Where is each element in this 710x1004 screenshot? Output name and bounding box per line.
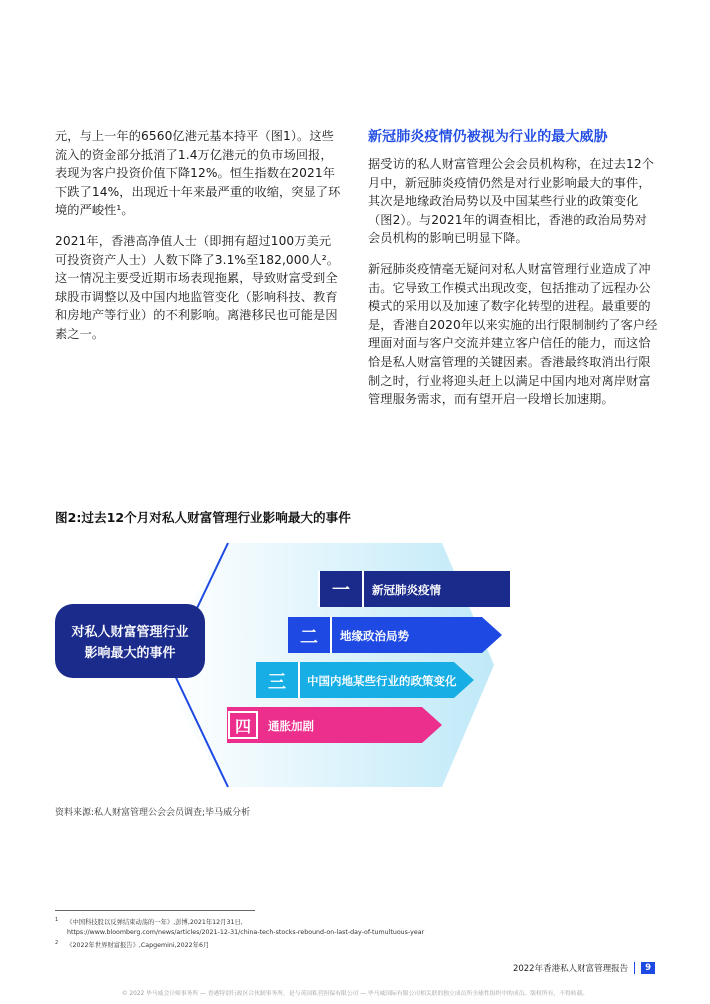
report-title: 2022年香港私人财富管理报告: [512, 964, 629, 974]
center-label-line1: 对私人财富管理行业: [71, 625, 189, 640]
event-arrow-4: [227, 707, 442, 743]
event-rank-2: 二: [300, 627, 318, 648]
figure-source: 资料来源:私人财富管理公会会员调查;毕马威分析: [55, 808, 251, 818]
event-rank-1: 一: [332, 580, 350, 601]
right-column: [368, 127, 658, 421]
impact-diagram: [50, 535, 510, 795]
body-paragraph: 新冠肺炎疫情毫无疑问对私人财富管理行业造成了冲击。它导致工作模式出现改变，包括推动了远程办公模式的采用以及加速了数字化转型的进程。最重要的是，香港自2020年以来实施的出行限制制约了客户经理面对面与客户交流并建立客户信任的能力，而这恰恰是私人财富管理的关键因素。香港最终取消出行限制之时，行业将迎头赶上以满足中国内地对离岸财富管理服务需求，而有望开启一段增长加速期。: [368, 261, 658, 407]
footnote-number: 2: [55, 940, 59, 947]
figure-title: 图2:过去12个月对私人财富管理行业影响最大的事件: [55, 510, 351, 525]
footnote-divider: [55, 910, 255, 911]
body-paragraph: 元，与上一年的6560亿港元基本持平（图1）。这些流入的资金部分抵消了1.4万亿港元的负市场回报，表现为客户投资价值下降12%。恒生指数在2021年下跌了14%，出现近十年来最严重的收缩，突显了环境的严峻性¹。: [55, 129, 341, 218]
footnote-link[interactable]: https://www.bloomberg.com/news/articles/2021-12-31/china-tech-stocks-rebound-on-last-day-of-tumultuous-year: [67, 928, 425, 936]
page-number: 9: [641, 962, 655, 974]
left-column: [55, 127, 342, 356]
footnote-text: 《2022年世界财富报告》,Capgemini,2022年6月: [66, 942, 210, 950]
footnote: [55, 939, 655, 951]
footnote-text: 《中国科技股以反弹结束动荡的一年》,彭博,2021年12月31日,: [66, 919, 243, 927]
event-label-3: 中国内地某些行业的政策变化: [307, 674, 457, 688]
footnote: [55, 916, 655, 937]
center-box: [55, 604, 205, 678]
event-arrow-3: [256, 662, 474, 698]
body-paragraph: 据受访的私人财富管理公会会员机构称，在过去12个月中，新冠肺炎疫情仍然是对行业影响最大的事件，其次是地缘政治局势以及中国某些行业的政策变化（图2）。与2021年的调查相比，香港的政治局势对会员机构的影响已明显下降。: [368, 157, 655, 246]
section-heading: 新冠肺炎疫情仍被视为行业的最大威胁: [368, 129, 608, 145]
event-arrow-1: [318, 571, 510, 607]
event-label-4: 通胀加剧: [268, 719, 314, 733]
page-footer: [513, 962, 655, 974]
footnote-number: 1: [55, 917, 59, 923]
event-label-1: 新冠肺炎疫情: [372, 583, 441, 597]
event-arrow-2: [288, 617, 502, 653]
footnotes: [55, 916, 655, 953]
footer-separator: [634, 962, 635, 974]
event-label-2: 地缘政治局势: [340, 629, 409, 643]
event-rank-3: 三: [268, 672, 286, 693]
copyright-notice: © 2022 毕马威会计师事务所 — 香港特别行政区合伙制事务所，是与英国私营担保有限公司 — 毕马威国际有限公司相关联的独立成员所全球性组织中的成员。版权所有，不得转载。: [121, 991, 589, 997]
body-paragraph: 2021年，香港高净值人士（即拥有超过100万美元可投资资产人士）人数下降了3.1%至182,000人²。这一情况主要受近期市场表现拖累，导致财富受到全球股市调整以及中国内地监管变化（影响科技、教育和房地产等行业）的不利影响。离港移民也可能是因素之一。: [55, 233, 340, 341]
event-rank-4: 四: [234, 717, 252, 736]
center-label-line2: 影响最大的事件: [84, 646, 176, 661]
